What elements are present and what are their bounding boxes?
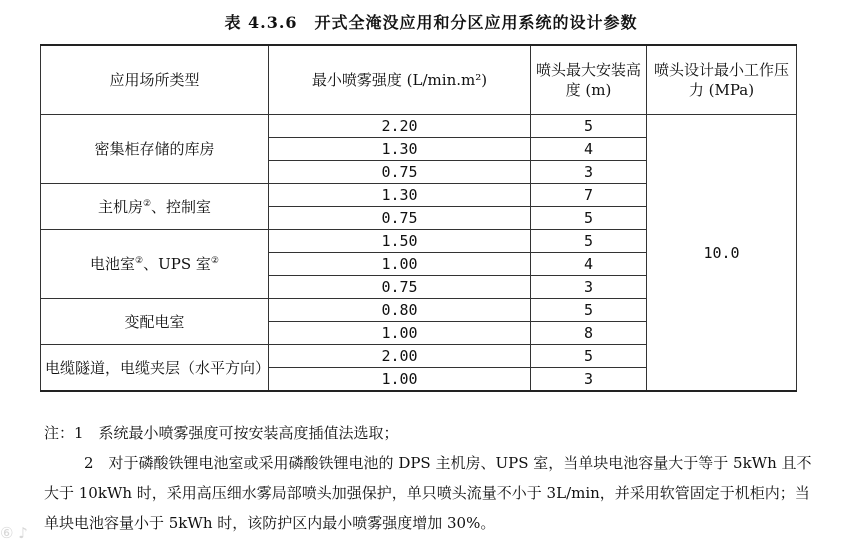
height-cell: 3 (531, 276, 647, 299)
note-2: 2 对于磷酸铁锂电池室或采用磷酸铁锂电池的 DPS 主机房、UPS 室，当单块电池容量大于等于 5kWh 且不大于 10kWh 时，采用高压细水雾局部喷头加强保护，单只喷头流量不小于 3L/min，并采用软管固定于机柜内；当单块电池容量小于 5kWh 时，该防护区内最小喷雾强度增加 30%。 (44, 454, 812, 532)
intensity-cell: 2.00 (269, 345, 531, 368)
design-parameters-table (40, 44, 797, 392)
height-cell: 5 (531, 207, 647, 230)
height-cell: 5 (531, 230, 647, 253)
header-venue: 应用场所类型 (41, 45, 269, 115)
table-body (41, 45, 797, 391)
footnote-marker: ② (135, 256, 144, 266)
intensity-cell: 1.00 (269, 322, 531, 345)
intensity-cell: 1.00 (269, 368, 531, 392)
intensity-cell: 0.75 (269, 207, 531, 230)
intensity-cell: 0.75 (269, 276, 531, 299)
notes (44, 418, 814, 538)
height-cell: 4 (531, 253, 647, 276)
header-height: 喷头最大安装高度 (m) (531, 45, 647, 115)
intensity-cell: 1.30 (269, 184, 531, 207)
height-cell: 7 (531, 184, 647, 207)
venue-cell: 电缆隧道，电缆夹层（水平方向） (41, 345, 269, 392)
note-1: 注：1 系统最小喷雾强度可按安装高度插值法选取； (44, 424, 399, 442)
table-title: 表 4.3.6 开式全淹没应用和分区应用系统的设计参数 (224, 13, 638, 32)
height-cell: 3 (531, 368, 647, 392)
intensity-cell: 0.75 (269, 161, 531, 184)
intensity-cell: 1.30 (269, 138, 531, 161)
venue-cell: 密集柜存储的库房 (41, 115, 269, 184)
intensity-cell: 1.50 (269, 230, 531, 253)
table-row (41, 115, 797, 138)
intensity-cell: 2.20 (269, 115, 531, 138)
pressure-cell: 10.0 (647, 115, 797, 392)
footnote-marker: ② (210, 256, 219, 266)
venue-cell: 主机房②、控制室 (41, 184, 269, 230)
footnote-marker: ② (142, 198, 152, 209)
height-cell: 5 (531, 345, 647, 368)
height-cell: 5 (531, 115, 647, 138)
header-intensity: 最小喷雾强度 (L/min.m²) (269, 45, 531, 115)
intensity-cell: 1.00 (269, 253, 531, 276)
watermark-logo: ⑥ ♪ (0, 524, 28, 542)
header-row (41, 45, 797, 115)
height-cell: 4 (531, 138, 647, 161)
venue-cell: 电池室②、UPS 室② (41, 230, 269, 299)
intensity-cell: 0.80 (269, 299, 531, 322)
height-cell: 5 (531, 299, 647, 322)
header-pressure: 喷头设计最小工作压力 (MPa) (647, 45, 797, 115)
height-cell: 3 (531, 161, 647, 184)
height-cell: 8 (531, 322, 647, 345)
venue-cell: 变配电室 (41, 299, 269, 345)
